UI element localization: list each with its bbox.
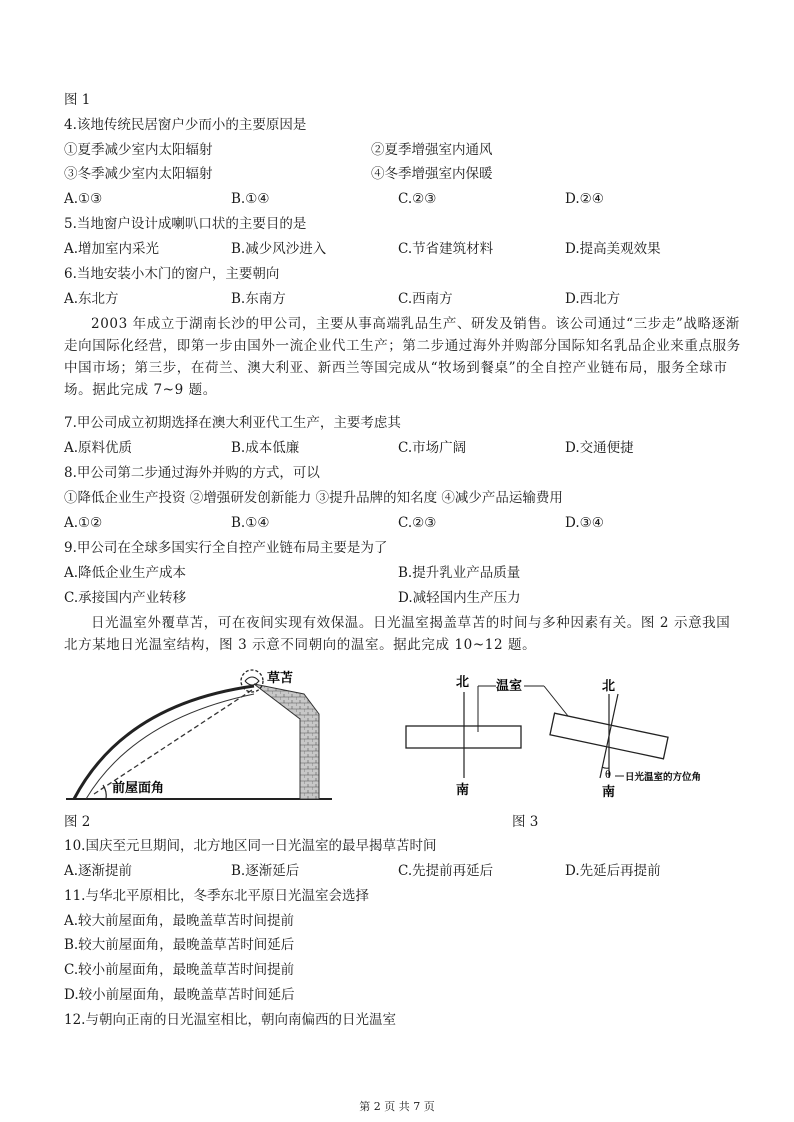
q4-option-d[interactable]: D.②④	[565, 191, 604, 207]
q9-option-c[interactable]: C.承接国内产业转移	[64, 590, 187, 606]
q8-option-c[interactable]: C.②③	[398, 515, 437, 531]
q4-statement-4: ④冬季增强室内保暖	[371, 166, 493, 182]
q10-option-b[interactable]: B.逐渐延后	[231, 863, 300, 879]
leader-line-right-b	[544, 686, 568, 716]
q6-option-c[interactable]: C.西南方	[398, 291, 453, 307]
azimuth-label: 日光温室的方位角	[625, 772, 702, 783]
figure-3-caption: 图 3	[512, 814, 539, 830]
q8-option-b[interactable]: B.①④	[231, 515, 270, 531]
q5-option-a[interactable]: A.增加室内采光	[64, 241, 160, 257]
q9-option-b[interactable]: B.提升乳业产品质量	[398, 565, 521, 581]
q4-option-a[interactable]: A.①③	[64, 191, 103, 207]
q9-option-a[interactable]: A.降低企业生产成本	[64, 565, 187, 581]
question-8-stem: 8.甲公司第二步通过海外并购的方式，可以	[64, 465, 320, 481]
q4-option-b[interactable]: B.①④	[231, 191, 270, 207]
question-7-stem: 7.甲公司成立初期选择在澳大利亚代工生产，主要考虑其	[64, 415, 401, 431]
straw-cover-roll	[245, 677, 259, 685]
figure-1-caption: 图 1	[64, 92, 91, 108]
question-4-stem: 4.该地传统民居窗户少而小的主要原因是	[64, 117, 307, 133]
q7-option-b[interactable]: B.成本低廉	[231, 440, 300, 456]
page-footer: 第 2 页 共 7 页	[359, 1100, 435, 1113]
q10-option-d[interactable]: D.先延后再提前	[565, 863, 661, 879]
south-label-right: 南	[602, 785, 616, 800]
north-label-right: 北	[602, 679, 616, 694]
question-9-stem: 9.甲公司在全球多国实行全自控产业链布局主要是为了	[64, 540, 388, 556]
q10-option-c[interactable]: C.先提前再延后	[398, 863, 494, 879]
question-12-stem: 12.与朝向正南的日光温室相比，朝向南偏西的日光温室	[64, 1012, 396, 1028]
q4-statement-1: ①夏季减少室内太阳辐射	[64, 142, 213, 158]
q6-option-d[interactable]: D.西北方	[565, 291, 621, 307]
figure-2-caption: 图 2	[64, 814, 91, 830]
q8-statements: ①降低企业生产投资 ②增强研发创新能力 ③提升品牌的知名度 ④减少产品运输费用	[64, 490, 563, 506]
north-label-left: 北	[456, 675, 470, 690]
question-6-stem: 6.当地安装小木门的窗户，主要朝向	[64, 266, 280, 282]
q5-option-b[interactable]: B.减少风沙进入	[231, 241, 327, 257]
passage-10-12: 日光温室外覆草苫，可在夜间实现有效保温。日光温室揭盖草苫的时间与多种因素有关。图 2 示意我国北方某地日光温室结构，图 3 示意不同朝向的温室。据此完成 10~12 题。	[64, 615, 731, 653]
q4-statement-3: ③冬季减少室内太阳辐射	[64, 166, 213, 182]
q11-option-a[interactable]: A.较大前屋面角，最晚盖草苫时间提前	[64, 913, 295, 929]
q7-option-a[interactable]: A.原料优质	[64, 440, 133, 456]
theta-label: θ	[605, 770, 612, 781]
figure-3-greenhouse-orientation	[396, 672, 702, 802]
q11-option-d[interactable]: D.较小前屋面角，最晚盖草苫时间延后	[64, 987, 295, 1003]
q7-option-d[interactable]: D.交通便捷	[565, 440, 634, 456]
roof-angle-label: 前屋面角	[112, 781, 165, 796]
q11-option-c[interactable]: C.较小前屋面角，最晚盖草苫时间提前	[64, 962, 295, 978]
azimuth-angle-arc	[602, 767, 609, 768]
q11-option-b[interactable]: B.较大前屋面角，最晚盖草苫时间延后	[64, 937, 295, 953]
south-label-left: 南	[456, 783, 470, 798]
q4-statement-2: ②夏季增强室内通风	[371, 142, 493, 158]
q9-option-d[interactable]: D.减轻国内生产压力	[398, 590, 521, 606]
q10-option-a[interactable]: A.逐渐提前	[64, 863, 133, 879]
straw-cover-label: 草苫	[267, 671, 294, 686]
figure-2-greenhouse-structure	[64, 664, 334, 804]
greenhouse-label: 温室	[496, 679, 523, 694]
q6-option-b[interactable]: B.东南方	[231, 291, 286, 307]
q4-option-c[interactable]: C.②③	[398, 191, 437, 207]
q8-option-a[interactable]: A.①②	[64, 515, 103, 531]
q5-option-d[interactable]: D.提高美观效果	[565, 241, 661, 257]
question-5-stem: 5.当地窗户设计成喇叭口状的主要目的是	[64, 216, 307, 232]
q8-option-d[interactable]: D.③④	[565, 515, 604, 531]
question-10-stem: 10.国庆至元旦期间，北方地区同一日光温室的最早揭草苫时间	[64, 838, 437, 854]
question-11-stem: 11.与华北平原相比，冬季东北平原日光温室会选择	[64, 888, 369, 904]
q5-option-c[interactable]: C.节省建筑材料	[398, 241, 494, 257]
passage-7-9: 2003 年成立于湖南长沙的甲公司，主要从事高端乳品生产、研发及销售。该公司通过“三步走”战略逐渐走向国际化经营，即第一步由国外一流企业代工生产；第二步通过海外并购部分国际知名乳品企业来重点服务中国市场；第三步，在荷兰、澳大利亚、新西兰等国完成从“牧场到餐桌”的全自控产业链布局，服务全球市场。据此完成 7~9 题。	[64, 316, 741, 398]
q6-option-a[interactable]: A.东北方	[64, 291, 119, 307]
back-wall	[254, 684, 319, 799]
q7-option-c[interactable]: C.市场广阔	[398, 440, 467, 456]
